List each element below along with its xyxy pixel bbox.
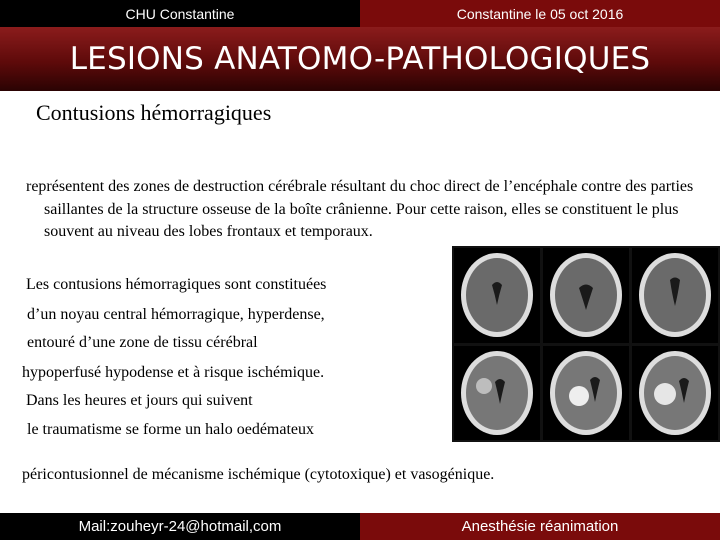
line-6: le traumatisme se forme un halo oedémateux <box>27 421 315 438</box>
line-1-text: Les contusions hémorragiques sont constituées <box>26 276 327 293</box>
heading-text: Contusions hémorragiques <box>36 100 272 125</box>
footer-email: Mail:zouheyr-24@hotmail,com <box>78 518 282 535</box>
brain-ct-scan-icon <box>454 346 540 441</box>
paragraph-1-text: représentent des zones de destruction cérébrale résultant du choc direct de l’encéphale contre des parties saillantes de la structure osseuse de la boîte crânienne. Pour cette raison, elles se constituent le plus souvent au niveau des lobes frontaux et temporaux. <box>26 178 694 240</box>
line-7: péricontusionnel de mécanisme ischémique (cytotoxique) et vasogénique. <box>22 466 495 483</box>
paragraph-1 <box>22 176 696 243</box>
footer-right <box>360 513 720 540</box>
brain-ct-scan-icon <box>632 346 718 441</box>
brain-ct-scan-icon <box>543 346 629 441</box>
section-heading <box>32 100 271 126</box>
brain-ct-scan-image <box>452 246 720 442</box>
header-left-text: CHU Constantine <box>125 5 235 22</box>
slide-title: LESIONS ANATOMO-PATHOLOGIQUES <box>69 41 651 77</box>
footer-left <box>0 513 360 540</box>
header-left <box>0 0 360 27</box>
header-right <box>360 0 720 27</box>
brain-ct-scan-icon <box>543 248 629 343</box>
line-5 <box>22 392 253 410</box>
line-2: d’un noyau central hémorragique, hyperdense, <box>27 306 325 323</box>
brain-ct-scan-icon <box>454 248 540 343</box>
header-right-text: Constantine le 05 oct 2016 <box>456 5 624 22</box>
brain-ct-scan-icon <box>632 248 718 343</box>
footer-department: Anesthésie réanimation <box>461 518 619 535</box>
line-1 <box>22 276 326 294</box>
line-3: entouré d’une zone de tissu cérébral <box>27 334 258 351</box>
line-4: hypoperfusé hypodense et à risque ischémique. <box>22 364 325 381</box>
line-5-text: Dans les heures et jours qui suivent <box>26 392 253 409</box>
